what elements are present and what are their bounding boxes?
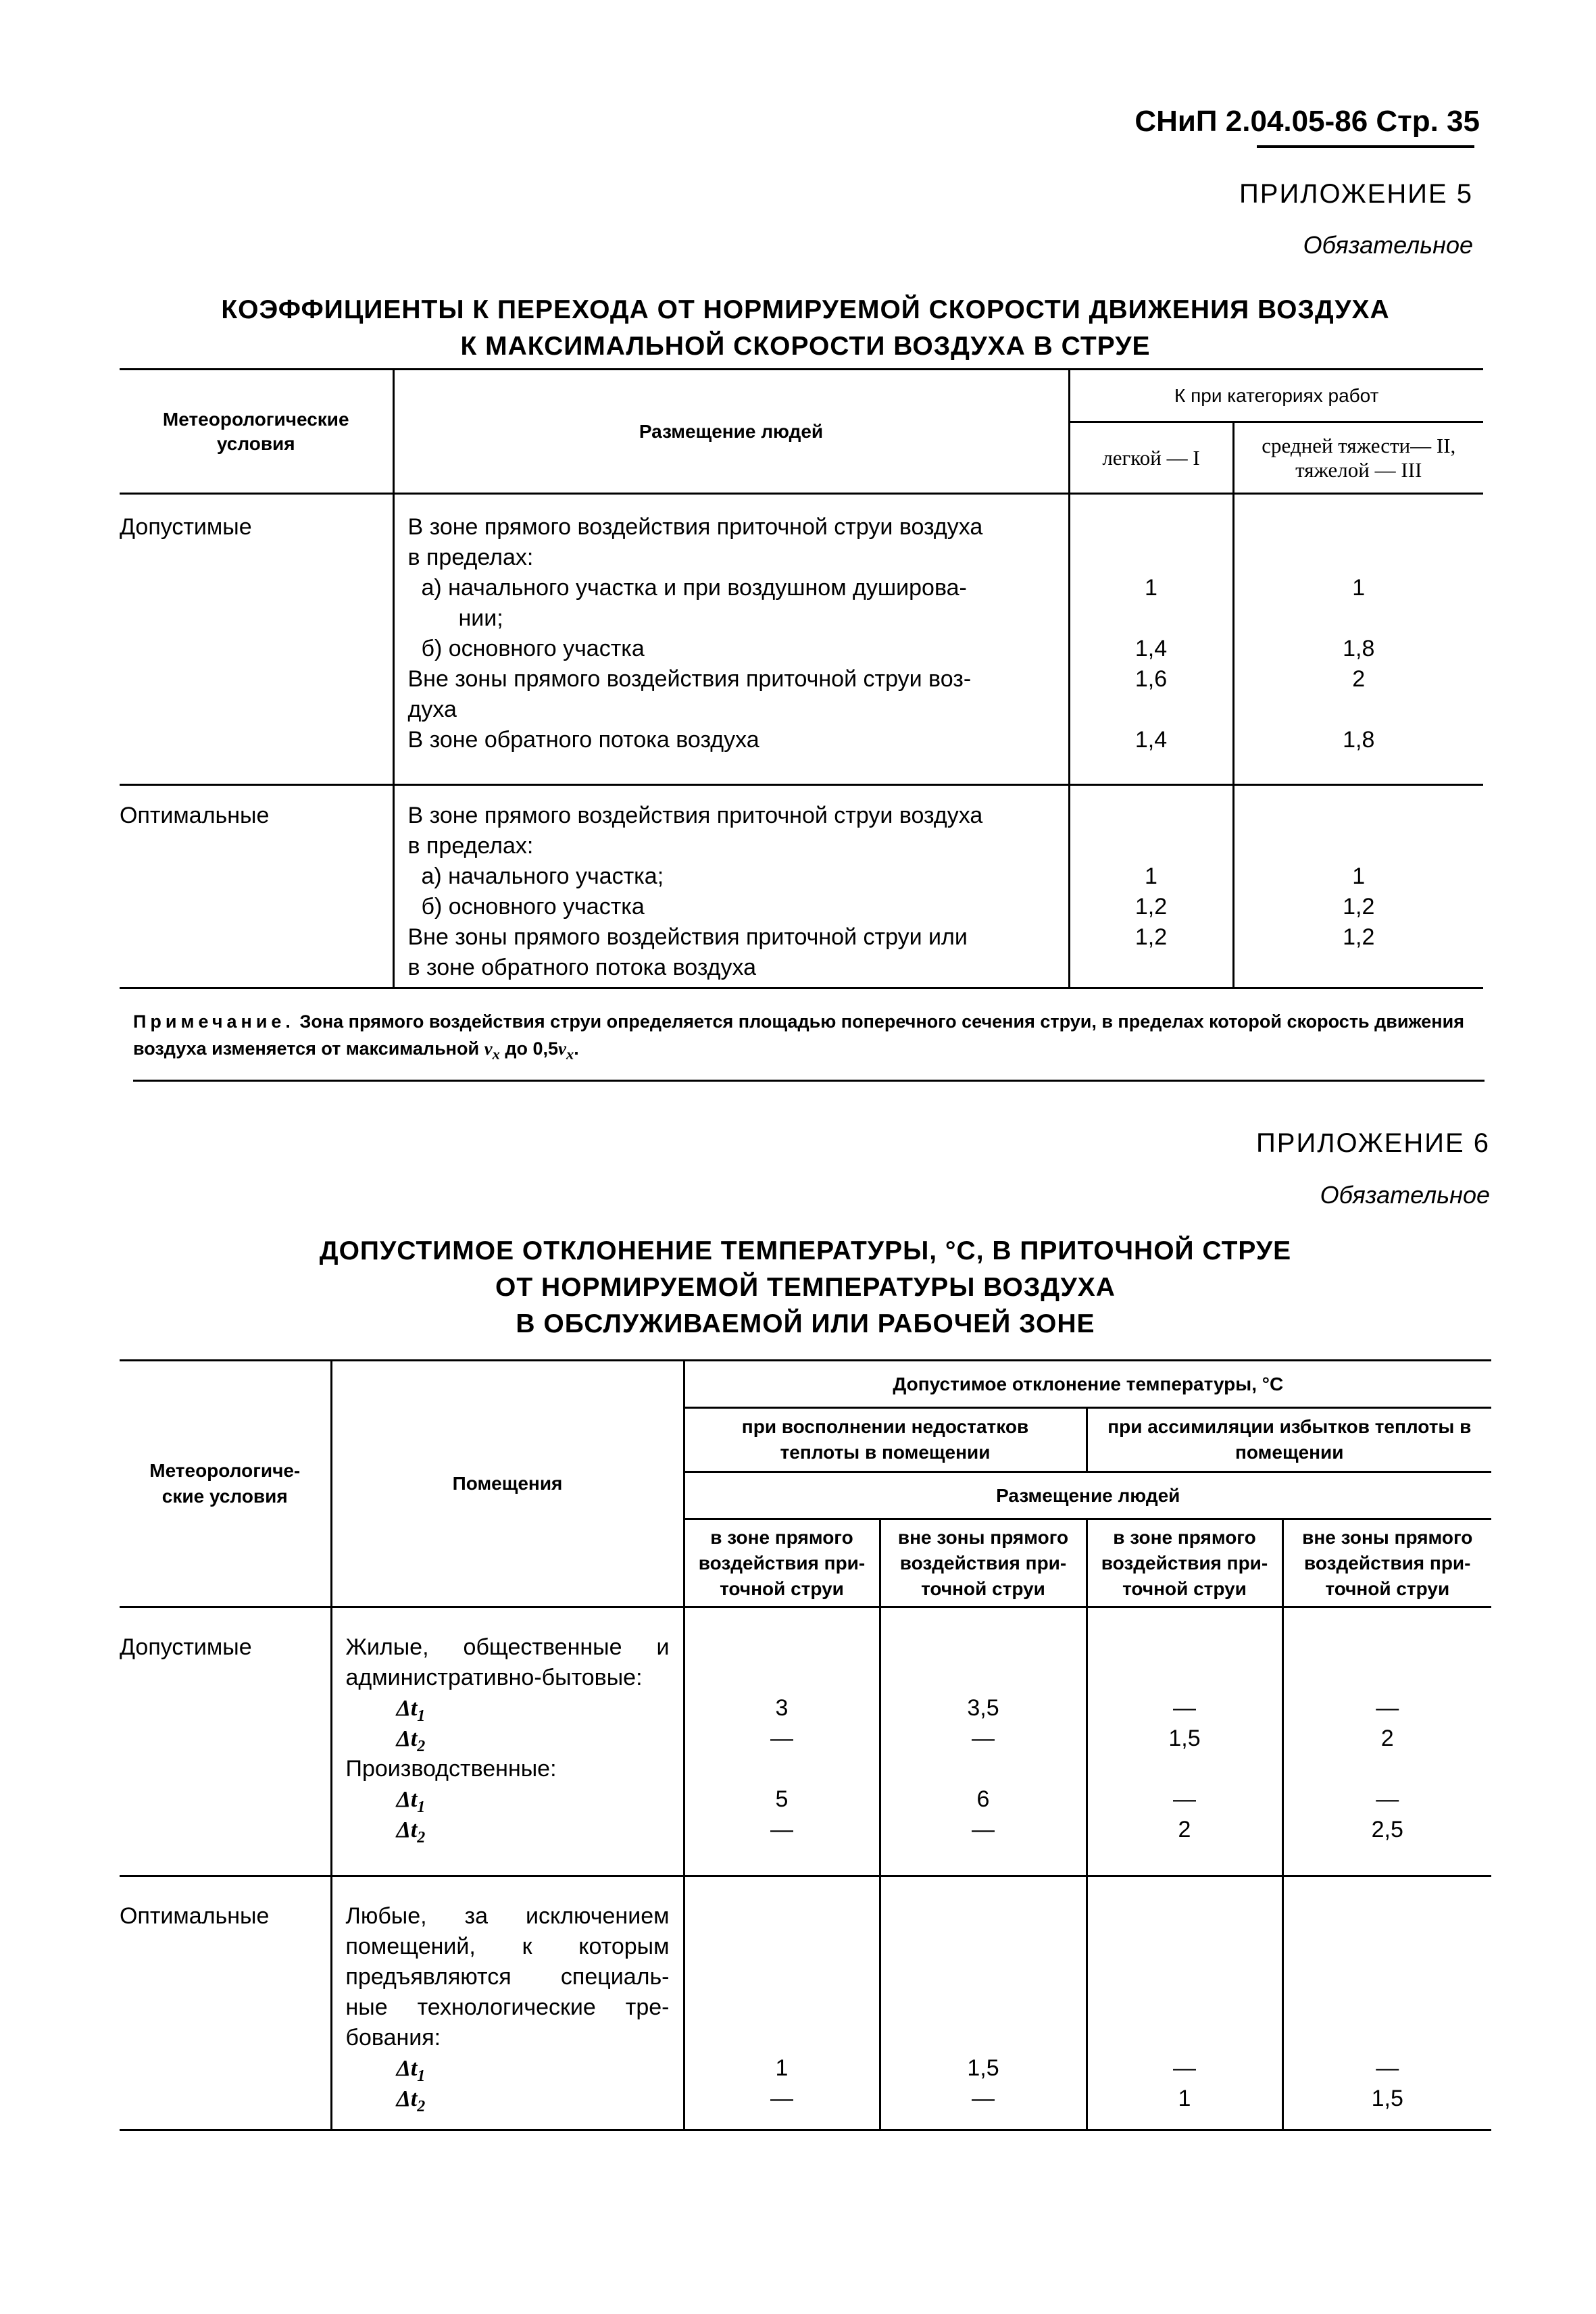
temperature-table-row — [120, 1876, 1491, 2130]
placement-line: нии; — [458, 605, 503, 631]
k-heavy-value: 2 — [1352, 666, 1366, 692]
placement-line: В зоне обратного потока воздуха — [407, 727, 759, 753]
k-heavy-value — [1235, 512, 1484, 543]
deviation-value — [685, 1754, 879, 1784]
k-coefficients-table — [120, 368, 1483, 989]
deviation-value — [881, 1632, 1086, 1663]
k-light-value: 1,4 — [1134, 727, 1168, 753]
delta-symbol: $\Delta t_2$ — [396, 2086, 426, 2115]
deviation-value: 6 — [976, 1786, 990, 1812]
deviation-value — [1088, 1962, 1282, 1992]
delta-symbol: $\Delta t_2$ — [396, 1726, 426, 1755]
placement-line: б) основного участка — [421, 636, 645, 661]
deviation-value: 2,5 — [1371, 1817, 1403, 1842]
k-heavy-value: 1,8 — [1343, 636, 1375, 661]
placement-line: а) начального участка; — [421, 863, 664, 889]
k-light-value: 1 — [1145, 863, 1157, 889]
appendix-6-title-line-1: ДОПУСТИМОЕ ОТКЛОНЕНИЕ ТЕМПЕРАТУРЫ, °С, В ПРИТОЧНОЙ СТРУЕ — [319, 1236, 1292, 1265]
deviation-value — [1284, 1901, 1492, 1932]
room-description-line: бования: — [345, 2025, 441, 2051]
deviation-value — [881, 2023, 1086, 2053]
k-heavy-value — [1235, 543, 1484, 573]
placement-line: Вне зоны прямого воздействия приточной струи или — [407, 924, 968, 950]
deviation-value — [1284, 1962, 1492, 1992]
deviation-value: — — [1173, 1695, 1196, 1721]
deviation-value — [685, 1632, 879, 1663]
k-light-value — [1070, 603, 1232, 634]
deviation-value — [881, 1992, 1086, 2023]
delta-symbol: $\Delta t_1$ — [396, 1787, 426, 1816]
row-condition: Оптимальные — [120, 1903, 270, 1929]
appendix-5-title-line-1: КОЭФФИЦИЕНТЫ К ПЕРЕХОДА ОТ НОРМИРУЕМОЙ СКОРОСТИ ДВИЖЕНИЯ ВОЗДУХА — [221, 295, 1390, 324]
deviation-value: — — [1376, 1695, 1399, 1721]
deviation-value: — — [770, 1726, 793, 1751]
delta-symbol: $\Delta t_1$ — [396, 2056, 426, 2085]
row-condition: Оптимальные — [120, 803, 270, 828]
k-light-value — [1070, 953, 1232, 983]
k-light-value — [1070, 831, 1232, 861]
deviation-value: — — [770, 2086, 793, 2111]
appendix-6-title-line-2: ОТ НОРМИРУЕМОЙ ТЕМПЕРАТУРЫ ВОЗДУХА — [495, 1273, 1116, 1302]
note-vx: $v_x$ — [484, 1038, 500, 1063]
deviation-value — [1284, 2023, 1492, 2053]
header-deficit: при восполнении недостатков теплоты в помещении — [684, 1408, 1087, 1472]
note-divider — [133, 1080, 1485, 1082]
placement-line: в пределах: — [407, 833, 534, 859]
row-condition: Допустимые — [120, 1634, 252, 1660]
header-rooms: Помещения — [331, 1361, 684, 1607]
deviation-value: — — [1173, 2055, 1196, 2081]
deviation-value — [1284, 1754, 1492, 1784]
k-heavy-value — [1235, 831, 1484, 861]
k-heavy-value: 1 — [1352, 863, 1366, 889]
k-heavy-value: 1 — [1352, 575, 1366, 601]
placement-line: духа — [407, 697, 457, 722]
deviation-value: 1,5 — [967, 2055, 999, 2081]
deviation-value: 2 — [1380, 1726, 1394, 1751]
header-out-zone-2: вне зоны прямого воздействия при-точной струи — [1282, 1519, 1491, 1607]
row-condition: Допустимые — [120, 514, 252, 540]
room-description-line: административно-бытовые: — [345, 1665, 643, 1690]
deviation-value: — — [972, 1817, 995, 1842]
appendix-6-status: Обязательное — [1320, 1181, 1490, 1209]
k-heavy-value — [1235, 953, 1484, 983]
placement-line: в зоне обратного потока воздуха — [407, 955, 757, 980]
deviation-value — [1284, 1632, 1492, 1663]
header-in-zone-1: в зоне прямого воздействия при-точной струи — [684, 1519, 880, 1607]
appendix-6-title-line-3: В ОБСЛУЖИВАЕМОЙ ИЛИ РАБОЧЕЙ ЗОНЕ — [516, 1309, 1095, 1338]
deviation-value: — — [972, 1726, 995, 1751]
temperature-table-row — [120, 1607, 1491, 1876]
deviation-value — [1284, 1932, 1492, 1962]
appendix-5-note: Примечание. Зона прямого воздействия струи определяется площадью поперечного сечения струи, в пределах которой скорость движения воздуха изменяется от максимальной $v_x$ до $0,5v_x$. — [133, 1011, 1464, 1063]
k-light-value: 1 — [1145, 575, 1157, 601]
placement-line: б) основного участка — [421, 894, 645, 920]
deviation-value: 1 — [775, 2055, 789, 2081]
k-heavy-value: 1,2 — [1343, 894, 1375, 920]
header-conditions: Метеорологические условия — [120, 370, 393, 494]
header-placement: Размещение людей — [393, 370, 1069, 494]
k-heavy-value: 1,2 — [1343, 924, 1375, 950]
header-conditions-6: Метеорологиче-ские условия — [120, 1361, 331, 1607]
placement-line: Вне зоны прямого воздействия приточной струи воз- — [407, 666, 972, 692]
k-light-value: 1,4 — [1134, 636, 1168, 661]
placement-line: В зоне прямого воздействия приточной струи воздуха — [407, 803, 983, 828]
deviation-value: 2 — [1178, 1817, 1191, 1842]
k-light-value: 1,2 — [1134, 894, 1168, 920]
room-description-line: Любые, за исключением — [345, 1903, 670, 1929]
deviation-value: 1 — [1178, 2086, 1191, 2111]
header-in-zone-2: в зоне прямого воздействия при-точной струи — [1087, 1519, 1282, 1607]
k-heavy-value — [1235, 603, 1484, 634]
deviation-value — [881, 1901, 1086, 1932]
appendix-6-label: ПРИЛОЖЕНИЕ 6 — [1256, 1128, 1490, 1158]
deviation-value — [685, 1901, 879, 1932]
deviation-value: — — [972, 2086, 995, 2111]
deviation-value: — — [1376, 1786, 1399, 1812]
placement-line: в пределах: — [407, 545, 534, 570]
k-light-value: 1,2 — [1134, 924, 1168, 950]
k-light-value — [1070, 801, 1232, 831]
room-description-line: Производственные: — [345, 1756, 557, 1782]
deviation-value: 3,5 — [967, 1695, 999, 1721]
k-table-row — [120, 494, 1483, 785]
room-description-line: Жилые, общественные и — [345, 1634, 670, 1660]
k-light-value — [1070, 543, 1232, 573]
placement-line: а) начального участка и при воздушном душирова- — [421, 575, 967, 601]
k-light-value — [1070, 695, 1232, 725]
deviation-value — [1284, 1992, 1492, 2023]
room-description-line: ные технологические тре- — [345, 1994, 670, 2020]
k-heavy-value — [1235, 801, 1484, 831]
appendix-5-title — [120, 292, 1491, 365]
deviation-value: 1,5 — [1371, 2086, 1403, 2111]
k-heavy-value — [1235, 695, 1484, 725]
deviation-value — [1088, 1754, 1282, 1784]
deviation-value: 3 — [775, 1695, 789, 1721]
delta-symbol: $\Delta t_2$ — [396, 1817, 426, 1846]
deviation-value — [881, 1962, 1086, 1992]
room-description-line: помещений, к которым — [345, 1934, 670, 1959]
temperature-deviation-table — [120, 1359, 1491, 2131]
deviation-value — [1088, 1901, 1282, 1932]
page-reference: СНиП 2.04.05-86 Стр. 35 — [1134, 105, 1480, 138]
header-placement-6: Размещение людей — [684, 1472, 1491, 1519]
appendix-5-title-line-2: К МАКСИМАЛЬНОЙ СКОРОСТИ ВОЗДУХА В СТРУЕ — [460, 332, 1151, 361]
deviation-value: — — [1173, 1786, 1196, 1812]
header-light-work: легкой — I — [1069, 422, 1233, 494]
deviation-value: — — [1376, 2055, 1399, 2081]
deviation-value — [1088, 1632, 1282, 1663]
deviation-value — [685, 1962, 879, 1992]
deviation-value — [685, 2023, 879, 2053]
deviation-value — [881, 1663, 1086, 1693]
room-description-line: предъявляются специаль- — [345, 1964, 670, 1990]
header-heavy-work: средней тяжести— II, тяжелой — III — [1233, 422, 1483, 494]
appendix-5-label: ПРИЛОЖЕНИЕ 5 — [1239, 179, 1473, 209]
note-vx-2: $v_x$ — [558, 1038, 574, 1063]
deviation-value: — — [770, 1817, 793, 1842]
k-light-value: 1,6 — [1134, 666, 1168, 692]
deviation-value — [1088, 2023, 1282, 2053]
deviation-value — [1088, 1932, 1282, 1962]
deviation-value — [685, 1932, 879, 1962]
header-deviation: Допустимое отклонение температуры, °С — [684, 1361, 1491, 1408]
k-heavy-value: 1,8 — [1343, 727, 1375, 753]
deviation-value: 1,5 — [1168, 1726, 1201, 1751]
deviation-value — [881, 1932, 1086, 1962]
deviation-value — [1284, 1663, 1492, 1693]
note-label: Примечание. — [133, 1011, 295, 1032]
deviation-value — [1088, 1992, 1282, 2023]
placement-line: В зоне прямого воздействия приточной струи воздуха — [407, 514, 983, 540]
k-light-value — [1070, 512, 1232, 543]
note-to: до 0,5 — [505, 1038, 559, 1059]
note-text: Зона прямого воздействия струи определяется площадью поперечного сечения струи, в пределах которой скорость движения воздуха изменяется от максимальной — [133, 1011, 1464, 1059]
header-k-group: К при категориях работ — [1069, 370, 1483, 422]
deviation-value — [881, 1754, 1086, 1784]
deviation-value — [685, 1992, 879, 2023]
page-reference-underline — [1257, 145, 1474, 148]
delta-symbol: $\Delta t_1$ — [396, 1696, 426, 1725]
appendix-5-status: Обязательное — [1303, 231, 1473, 259]
deviation-value — [1088, 1663, 1282, 1693]
header-excess: при ассимиляции избытков теплоты в помещении — [1087, 1408, 1491, 1472]
deviation-value — [685, 1663, 879, 1693]
appendix-6-title — [120, 1233, 1491, 1342]
k-table-row — [120, 785, 1483, 988]
deviation-value: 5 — [775, 1786, 789, 1812]
header-out-zone-1: вне зоны прямого воздействия при-точной струи — [880, 1519, 1087, 1607]
